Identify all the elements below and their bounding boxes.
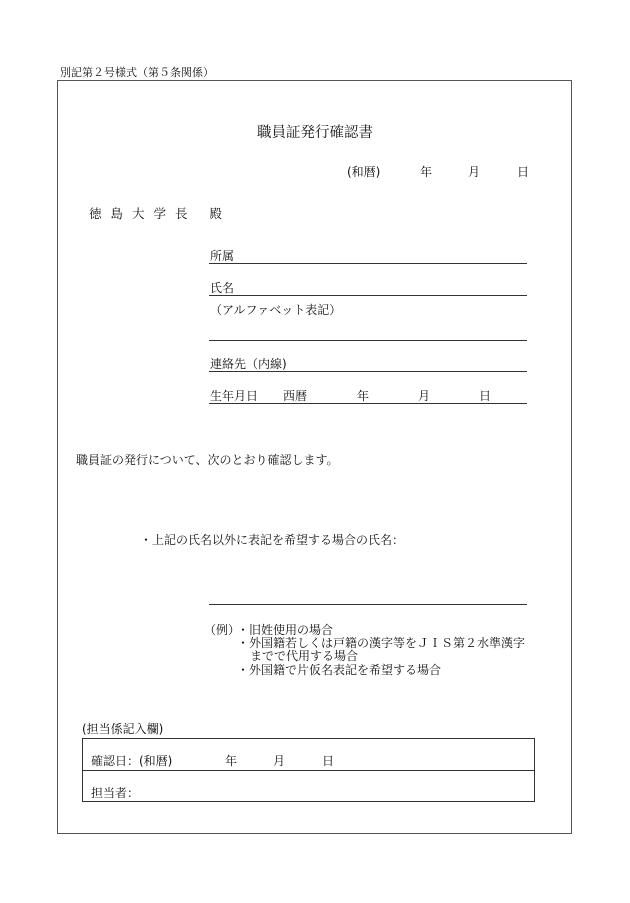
contact-line[interactable] [209,371,527,372]
alternate-name-line[interactable] [209,604,527,605]
confirm-day-label: 日 [322,754,335,768]
name-line[interactable] [209,295,527,296]
example-item: ・外国籍若しくは戸籍の漢字等をＪＩＳ第２水準漢字 [237,636,526,650]
example-item-continuation: までで代用する場合 [250,649,359,663]
confirm-date-label: 確認日：(和暦) [91,754,173,768]
examples-label: （例） [204,623,241,637]
confirmation-statement: 職員証の発行について、次のとおり確認します。 [76,453,339,467]
date-year-label: 年 [420,165,433,179]
dob-year-label: 年 [357,389,370,403]
affiliation-line[interactable] [209,263,527,264]
date-era-label: (和暦) [347,165,381,179]
date-month-label: 月 [468,165,481,179]
staff-section-label: (担当係記入欄) [82,722,164,736]
affiliation-label: 所属 [210,249,235,263]
addressee: 徳島大学長 殿 [89,206,231,221]
alphabet-name-label: （アルファベット表記） [210,303,342,317]
date-day-label: 日 [517,165,530,179]
alternate-name-question: ・上記の氏名以外に表記を希望する場合の氏名： [140,533,405,547]
document-title: 職員証発行確認書 [257,125,373,141]
name-label: 氏名 [210,281,235,295]
dob-month-label: 月 [418,389,431,403]
confirm-month-label: 月 [273,754,286,768]
example-item: ・外国籍で片仮名表記を希望する場合 [237,663,442,677]
alphabet-name-line[interactable] [209,340,527,341]
form-number-note: 別記第２号様式（第５条関係） [60,66,214,79]
staff-box-divider [82,770,535,771]
dob-line[interactable] [209,403,527,404]
staff-person-label: 担当者： [91,786,140,800]
dob-label: 生年月日 [210,389,259,403]
confirm-year-label: 年 [225,754,238,768]
dob-day-label: 日 [479,389,492,403]
example-item: ・旧姓使用の場合 [237,623,334,637]
dob-era-label: 西暦 [283,389,308,403]
contact-label: 連絡先（内線) [210,357,287,371]
